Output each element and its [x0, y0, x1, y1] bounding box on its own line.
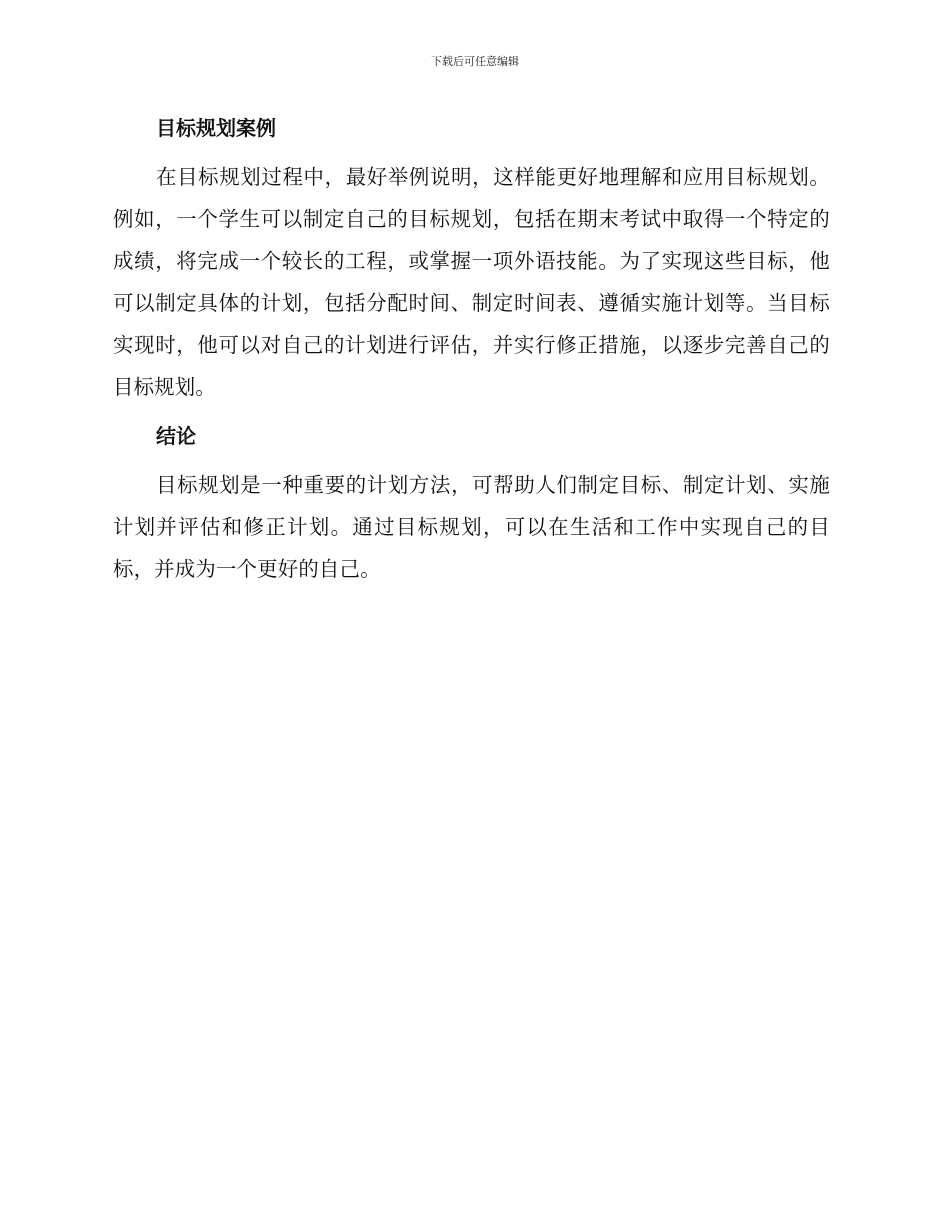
section-title-case-study: 目标规划案例 — [156, 116, 276, 140]
header-note: 下载后可任意编辑 — [431, 55, 519, 68]
document-content — [113, 108, 830, 590]
section-title-conclusion: 结论 — [156, 424, 196, 448]
section-body-conclusion: 目标规划是一种重要的计划方法，可帮助人们制定目标、制定计划、实施计划并评估和修正计划。通过目标规划，可以在生活和工作中实现自己的目标，并成为一个更好的自己。 — [113, 473, 830, 581]
section-body-case-study: 在目标规划过程中，最好举例说明，这样能更好地理解和应用目标规划。例如，一个学生可以制定自己的目标规划，包括在期末考试中取得一个特定的成绩，将完成一个较长的工程，或掌握一项外语技能。为了实现这些目标，他可以制定具体的计划，包括分配时间、制定时间表、遵循实施计划等。当目标实现时，他可以对自己的计划进行评估，并实行修正措施，以逐步完善自己的目标规划。 — [113, 165, 830, 399]
